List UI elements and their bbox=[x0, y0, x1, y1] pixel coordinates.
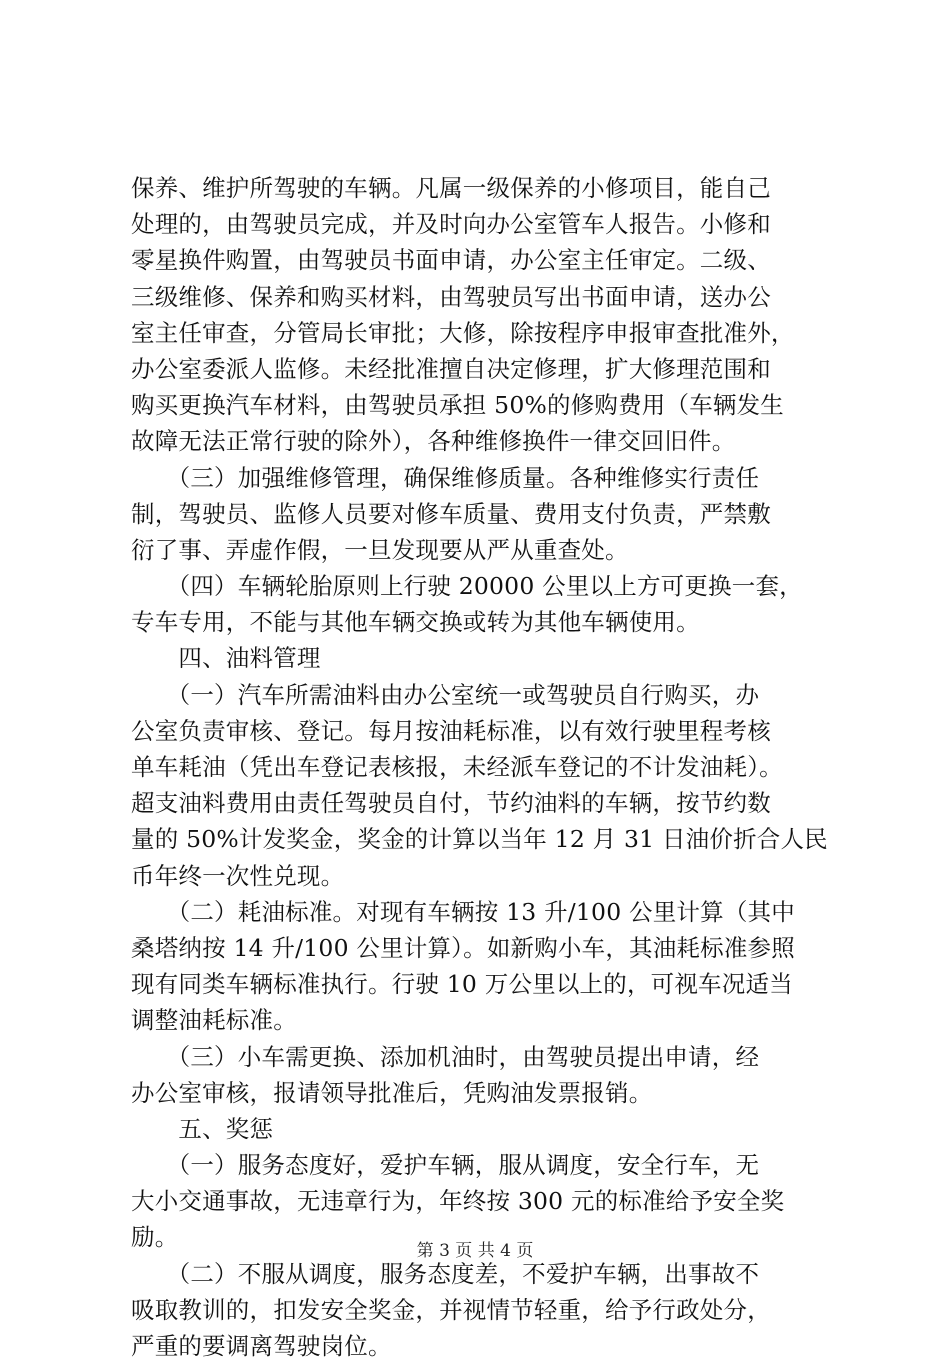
text-line: 超支油料费用由责任驾驶员自付，节约油料的车辆，按节约数 bbox=[131, 789, 771, 818]
text-line: （三）加强维修管理，确保维修质量。各种维修实行责任 bbox=[131, 463, 760, 492]
text-line: 四、油料管理 bbox=[131, 644, 321, 673]
text-line: 制，驾驶员、监修人员要对修车质量、费用支付负责，严禁敷 bbox=[131, 499, 771, 528]
text-line: 专车专用，不能与其他车辆交换或转为其他车辆使用。 bbox=[131, 608, 700, 637]
text-line: 吸取教训的，扣发安全奖金，并视情节轻重，给予行政处分， bbox=[131, 1295, 771, 1324]
text-line: （一）汽车所需油料由办公室统一或驾驶员自行购买，办 bbox=[131, 680, 760, 709]
text-line: 励。 bbox=[131, 1223, 179, 1252]
text-line: 单车耗油（凭出车登记表核报，未经派车登记的不计发油耗）。 bbox=[131, 753, 783, 781]
text-line: 五、奖惩 bbox=[131, 1114, 274, 1143]
text-line: 室主任审查，分管局长审批；大修，除按程序申报审查批准外， bbox=[131, 318, 795, 347]
text-line: （四）车辆轮胎原则上行驶 20000 公里以上方可更换一套， bbox=[131, 572, 803, 601]
document-body bbox=[131, 170, 831, 1364]
text-line: 现有同类车辆标准执行。行驶 10 万公里以上的，可视车况适当 bbox=[131, 970, 793, 999]
text-line: 大小交通事故，无违章行为，年终按 300 元的标准给予安全奖 bbox=[131, 1187, 785, 1216]
text-line: （二）耗油标准。对现有车辆按 13 升/100 公里计算（其中 bbox=[131, 897, 795, 926]
text-line: 严重的要调离驾驶岗位。 bbox=[131, 1332, 392, 1360]
text-line: 购买更换汽车材料，由驾驶员承担 50%的修购费用（车辆发生 bbox=[131, 391, 785, 420]
text-line: （三）小车需更换、添加机油时，由驾驶员提出申请，经 bbox=[131, 1042, 760, 1071]
text-line: 桑塔纳按 14 升/100 公里计算）。如新购小车，其油耗标准参照 bbox=[131, 933, 795, 962]
text-line: 办公室审核，报请领导批准后，凭购油发票报销。 bbox=[131, 1078, 653, 1107]
text-line: 衍了事、弄虚作假，一旦发现要从严从重查处。 bbox=[131, 535, 629, 564]
text-line: 量的 50%计发奖金，奖金的计算以当年 12 月 31 日油价折合人民 bbox=[131, 825, 828, 854]
text-line: （二）不服从调度，服务态度差，不爱护车辆，出事故不 bbox=[131, 1259, 760, 1288]
text-line: 币年终一次性兑现。 bbox=[131, 861, 345, 890]
text-line: 处理的，由驾驶员完成，并及时向办公室管车人报告。小修和 bbox=[131, 210, 771, 239]
text-line: 保养、维护所驾驶的车辆。凡属一级保养的小修项目，能自己 bbox=[131, 174, 771, 202]
text-line: 故障无法正常行驶的除外），各种维修换件一律交回旧件。 bbox=[131, 427, 736, 456]
text-line: （一）服务态度好，爱护车辆，服从调度，安全行车，无 bbox=[131, 1151, 760, 1180]
page-footer: 第 3 页 共 4 页 bbox=[416, 1241, 534, 1261]
text-line: 办公室委派人监修。未经批准擅自决定修理，扩大修理范围和 bbox=[131, 354, 771, 383]
text-line: 调整油耗标准。 bbox=[131, 1006, 297, 1035]
text-line: 公室负责审核、登记。每月按油耗标准，以有效行驶里程考核 bbox=[131, 716, 771, 745]
text-line: 三级维修、保养和购买材料，由驾驶员写出书面申请，送办公 bbox=[131, 282, 771, 311]
text-line: 零星换件购置，由驾驶员书面申请，办公室主任审定。二级、 bbox=[131, 246, 771, 275]
